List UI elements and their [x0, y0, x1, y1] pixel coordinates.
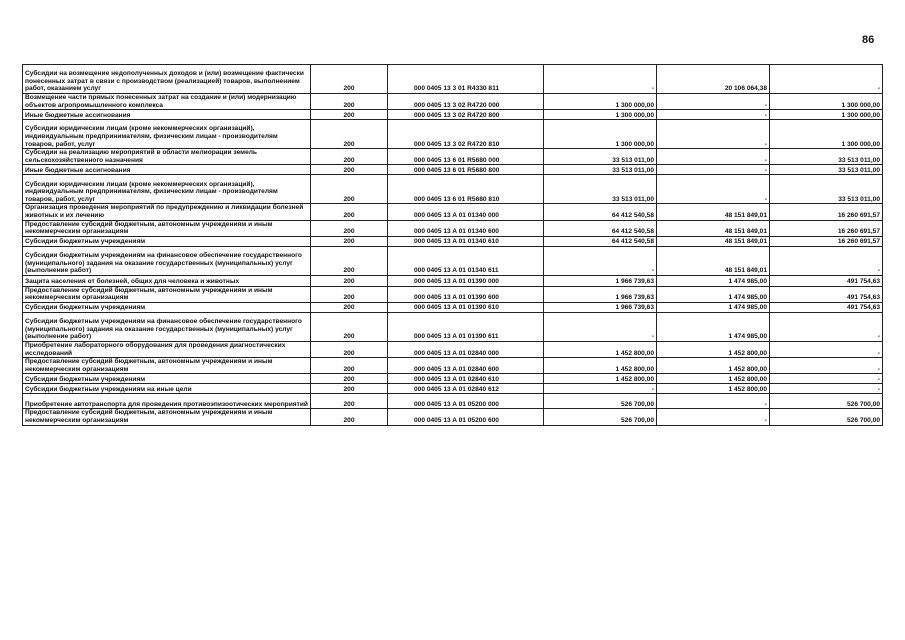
table-row — [23, 149, 883, 165]
row-amount-col1-cell: 1 966 739,63 — [544, 275, 657, 286]
row-amount-col2-cell: 48 151 849,01 — [657, 204, 770, 220]
row-classification-code-cell: 000 0405 13 A 01 05200 600 — [388, 409, 544, 425]
row-classification-code-cell: 000 0405 13 A 01 01390 610 — [388, 302, 544, 312]
row-amount-col1-cell: - — [544, 312, 657, 341]
row-classification-code-cell: 000 0405 13 A 01 02840 612 — [388, 384, 544, 394]
row-line-code-cell: 200 — [311, 149, 388, 165]
row-amount-col1-cell: 1 966 739,63 — [544, 286, 657, 302]
row-line-code-cell: 200 — [311, 236, 388, 246]
row-amount-col2-cell: - — [657, 94, 770, 110]
row-amount-col2-cell: 48 151 849,01 — [657, 220, 770, 236]
table-row — [23, 374, 883, 384]
row-amount-col2-cell: - — [657, 120, 770, 149]
row-amount-col1-cell: 526 700,00 — [544, 409, 657, 425]
row-classification-code-cell: 000 0405 13 A 01 02840 610 — [388, 374, 544, 384]
row-line-code-cell: 200 — [311, 165, 388, 175]
row-amount-col2-cell: 1 474 985,00 — [657, 302, 770, 312]
row-amount-col3-cell: 526 700,00 — [770, 409, 883, 425]
row-line-code-cell: 200 — [311, 65, 388, 94]
row-amount-col1-cell: 33 513 011,00 — [544, 165, 657, 175]
row-amount-col1-cell: - — [544, 65, 657, 94]
row-line-code-cell: 200 — [311, 394, 388, 409]
table-row — [23, 65, 883, 94]
row-amount-col3-cell: 33 513 011,00 — [770, 149, 883, 165]
row-amount-col2-cell: - — [657, 165, 770, 175]
table-row — [23, 204, 883, 220]
row-amount-col2-cell: 1 474 985,00 — [657, 275, 770, 286]
row-line-code-cell: 200 — [311, 409, 388, 425]
row-amount-col2-cell: 48 151 849,01 — [657, 246, 770, 275]
row-line-code-cell: 200 — [311, 204, 388, 220]
row-amount-col1-cell: 1 300 000,00 — [544, 94, 657, 110]
row-amount-col1-cell: 33 513 011,00 — [544, 175, 657, 204]
table-row — [23, 358, 883, 374]
row-name-cell: Приобретение лабораторного оборудования для проведения диагностических исследований — [23, 341, 311, 357]
row-line-code-cell: 200 — [311, 341, 388, 357]
row-classification-code-cell: 000 0405 13 A 01 01340 000 — [388, 204, 544, 220]
table-body — [23, 65, 883, 426]
table-row — [23, 312, 883, 341]
row-amount-col3-cell: 33 513 011,00 — [770, 165, 883, 175]
page-number: 86 — [862, 34, 875, 46]
row-classification-code-cell: 000 0405 13 A 01 01340 611 — [388, 246, 544, 275]
row-line-code-cell: 200 — [311, 246, 388, 275]
row-classification-code-cell: 000 0405 13 3 02 R4720 000 — [388, 94, 544, 110]
table-row — [23, 120, 883, 149]
row-amount-col2-cell: - — [657, 149, 770, 165]
row-line-code-cell: 200 — [311, 94, 388, 110]
row-classification-code-cell: 000 0405 13 3 02 R4720 800 — [388, 110, 544, 120]
row-amount-col1-cell: 1 452 800,00 — [544, 341, 657, 357]
row-line-code-cell: 200 — [311, 358, 388, 374]
row-amount-col2-cell: 1 452 800,00 — [657, 384, 770, 394]
table-row — [23, 246, 883, 275]
row-classification-code-cell: 000 0405 13 A 01 01390 600 — [388, 286, 544, 302]
row-amount-col1-cell: 1 300 000,00 — [544, 110, 657, 120]
row-amount-col3-cell: - — [770, 374, 883, 384]
row-amount-col2-cell: 1 452 800,00 — [657, 374, 770, 384]
row-amount-col2-cell: - — [657, 394, 770, 409]
row-classification-code-cell: 000 0405 13 A 01 01340 600 — [388, 220, 544, 236]
row-line-code-cell: 200 — [311, 384, 388, 394]
row-name-cell: Предоставление субсидий бюджетным, автономным учреждениям и иным некоммерческим организациям — [23, 286, 311, 302]
row-name-cell: Возмещение части прямых понесенных затрат на создание и (или) модернизацию объектов агропромышленного комплекса — [23, 94, 311, 110]
row-amount-col1-cell: 526 700,00 — [544, 394, 657, 409]
row-amount-col3-cell: 491 754,63 — [770, 302, 883, 312]
table-row — [23, 409, 883, 425]
row-amount-col3-cell: 491 754,63 — [770, 275, 883, 286]
table-row — [23, 110, 883, 120]
row-line-code-cell: 200 — [311, 275, 388, 286]
row-amount-col1-cell: 64 412 540,58 — [544, 204, 657, 220]
row-name-cell: Защита населения от болезней, общих для человека и животных — [23, 275, 311, 286]
row-name-cell: Иные бюджетные ассигнования — [23, 110, 311, 120]
row-line-code-cell: 200 — [311, 302, 388, 312]
row-amount-col1-cell: - — [544, 246, 657, 275]
row-classification-code-cell: 000 0405 13 A 01 01390 611 — [388, 312, 544, 341]
table-row — [23, 384, 883, 394]
row-classification-code-cell: 000 0405 13 6 01 R5680 800 — [388, 165, 544, 175]
row-classification-code-cell: 000 0405 13 A 01 05200 000 — [388, 394, 544, 409]
row-amount-col3-cell: 526 700,00 — [770, 394, 883, 409]
row-amount-col3-cell: - — [770, 312, 883, 341]
table-row — [23, 302, 883, 312]
row-amount-col3-cell: - — [770, 358, 883, 374]
table-row — [23, 220, 883, 236]
table-row — [23, 341, 883, 357]
row-classification-code-cell: 000 0405 13 3 02 R4720 810 — [388, 120, 544, 149]
row-name-cell: Приобретение автотранспорта для проведения противоэпизоотических мероприятий — [23, 394, 311, 409]
table-row — [23, 94, 883, 110]
row-line-code-cell: 200 — [311, 374, 388, 384]
table-row — [23, 394, 883, 409]
row-name-cell: Предоставление субсидий бюджетным, автономным учреждениям и иным некоммерческим организациям — [23, 409, 311, 425]
row-name-cell: Субсидии юридическим лицам (кроме некоммерческих организаций), индивидуальным предпринимателям, физическим лицам - производителям товаров, работ, услуг — [23, 175, 311, 204]
row-name-cell: Субсидии бюджетным учреждениям на финансовое обеспечение государственного (муниципального) задания на оказание государственных (муниципальных) услуг (выполнение работ) — [23, 246, 311, 275]
row-name-cell: Субсидии бюджетным учреждениям на финансовое обеспечение государственного (муниципального) задания на оказание государственных (муниципальных) услуг (выполнение работ) — [23, 312, 311, 341]
row-amount-col2-cell: 48 151 849,01 — [657, 236, 770, 246]
row-amount-col3-cell: 1 300 000,00 — [770, 110, 883, 120]
row-amount-col1-cell: 64 412 540,58 — [544, 236, 657, 246]
row-classification-code-cell: 000 0405 13 6 01 R5680 000 — [388, 149, 544, 165]
row-line-code-cell: 200 — [311, 312, 388, 341]
row-amount-col1-cell: 33 513 011,00 — [544, 149, 657, 165]
row-amount-col1-cell: 1 452 800,00 — [544, 358, 657, 374]
row-classification-code-cell: 000 0405 13 6 01 R5680 810 — [388, 175, 544, 204]
table-row — [23, 175, 883, 204]
row-name-cell: Субсидии юридическим лицам (кроме некоммерческих организаций), индивидуальным предпринимателям, физическим лицам - производителям товаров, работ, услуг — [23, 120, 311, 149]
row-name-cell: Субсидии бюджетным учреждениям — [23, 302, 311, 312]
table-row — [23, 286, 883, 302]
row-classification-code-cell: 000 0405 13 A 01 01390 000 — [388, 275, 544, 286]
row-amount-col2-cell: 1 452 800,00 — [657, 358, 770, 374]
row-amount-col3-cell: - — [770, 246, 883, 275]
row-classification-code-cell: 000 0405 13 A 01 02840 000 — [388, 341, 544, 357]
row-amount-col1-cell: 1 966 739,63 — [544, 302, 657, 312]
row-name-cell: Субсидии бюджетным учреждениям — [23, 236, 311, 246]
row-amount-col1-cell: 64 412 540,58 — [544, 220, 657, 236]
row-amount-col3-cell: 491 754,63 — [770, 286, 883, 302]
row-amount-col1-cell: 1 300 000,00 — [544, 120, 657, 149]
row-amount-col3-cell: 1 300 000,00 — [770, 120, 883, 149]
row-amount-col3-cell: 16 260 691,57 — [770, 220, 883, 236]
budget-execution-table — [22, 64, 883, 426]
row-amount-col2-cell: - — [657, 409, 770, 425]
row-name-cell: Иные бюджетные ассигнования — [23, 165, 311, 175]
row-amount-col3-cell: - — [770, 65, 883, 94]
table-row — [23, 165, 883, 175]
row-amount-col3-cell: 33 513 011,00 — [770, 175, 883, 204]
table-row — [23, 275, 883, 286]
row-line-code-cell: 200 — [311, 220, 388, 236]
row-classification-code-cell: 000 0405 13 A 01 02840 600 — [388, 358, 544, 374]
row-amount-col3-cell: 1 300 000,00 — [770, 94, 883, 110]
row-name-cell: Субсидии на реализацию мероприятий в области мелиорации земель сельскохозяйственного назначения — [23, 149, 311, 165]
row-classification-code-cell: 000 0405 13 3 01 R4330 811 — [388, 65, 544, 94]
row-amount-col1-cell: - — [544, 384, 657, 394]
row-name-cell: Субсидии бюджетным учреждениям — [23, 374, 311, 384]
row-amount-col2-cell: 1 452 800,00 — [657, 341, 770, 357]
row-name-cell: Субсидии бюджетным учреждениям на иные цели — [23, 384, 311, 394]
row-amount-col2-cell: 1 474 985,00 — [657, 286, 770, 302]
row-line-code-cell: 200 — [311, 286, 388, 302]
row-name-cell: Предоставление субсидий бюджетным, автономным учреждениям и иным некоммерческим организациям — [23, 358, 311, 374]
row-amount-col3-cell: 16 260 691,57 — [770, 236, 883, 246]
row-line-code-cell: 200 — [311, 175, 388, 204]
row-amount-col1-cell: 1 452 800,00 — [544, 374, 657, 384]
row-name-cell: Предоставление субсидий бюджетным, автономным учреждениям и иным некоммерческим организациям — [23, 220, 311, 236]
row-amount-col3-cell: 16 260 691,57 — [770, 204, 883, 220]
row-amount-col2-cell: - — [657, 175, 770, 204]
row-line-code-cell: 200 — [311, 120, 388, 149]
row-name-cell: Субсидии на возмещение недополученных доходов и (или) возмещение фактически понесенных затрат в связи с производством (реализацией) товаров, выполнением работ, оказанием услуг — [23, 65, 311, 94]
row-amount-col2-cell: 20 106 064,38 — [657, 65, 770, 94]
row-amount-col3-cell: - — [770, 384, 883, 394]
table-row — [23, 236, 883, 246]
row-amount-col3-cell: - — [770, 341, 883, 357]
row-amount-col2-cell: 1 474 985,00 — [657, 312, 770, 341]
row-line-code-cell: 200 — [311, 110, 388, 120]
row-name-cell: Организация проведения мероприятий по предупреждению и ликвидации болезней животных и их лечению — [23, 204, 311, 220]
row-classification-code-cell: 000 0405 13 A 01 01340 610 — [388, 236, 544, 246]
row-amount-col2-cell: - — [657, 110, 770, 120]
